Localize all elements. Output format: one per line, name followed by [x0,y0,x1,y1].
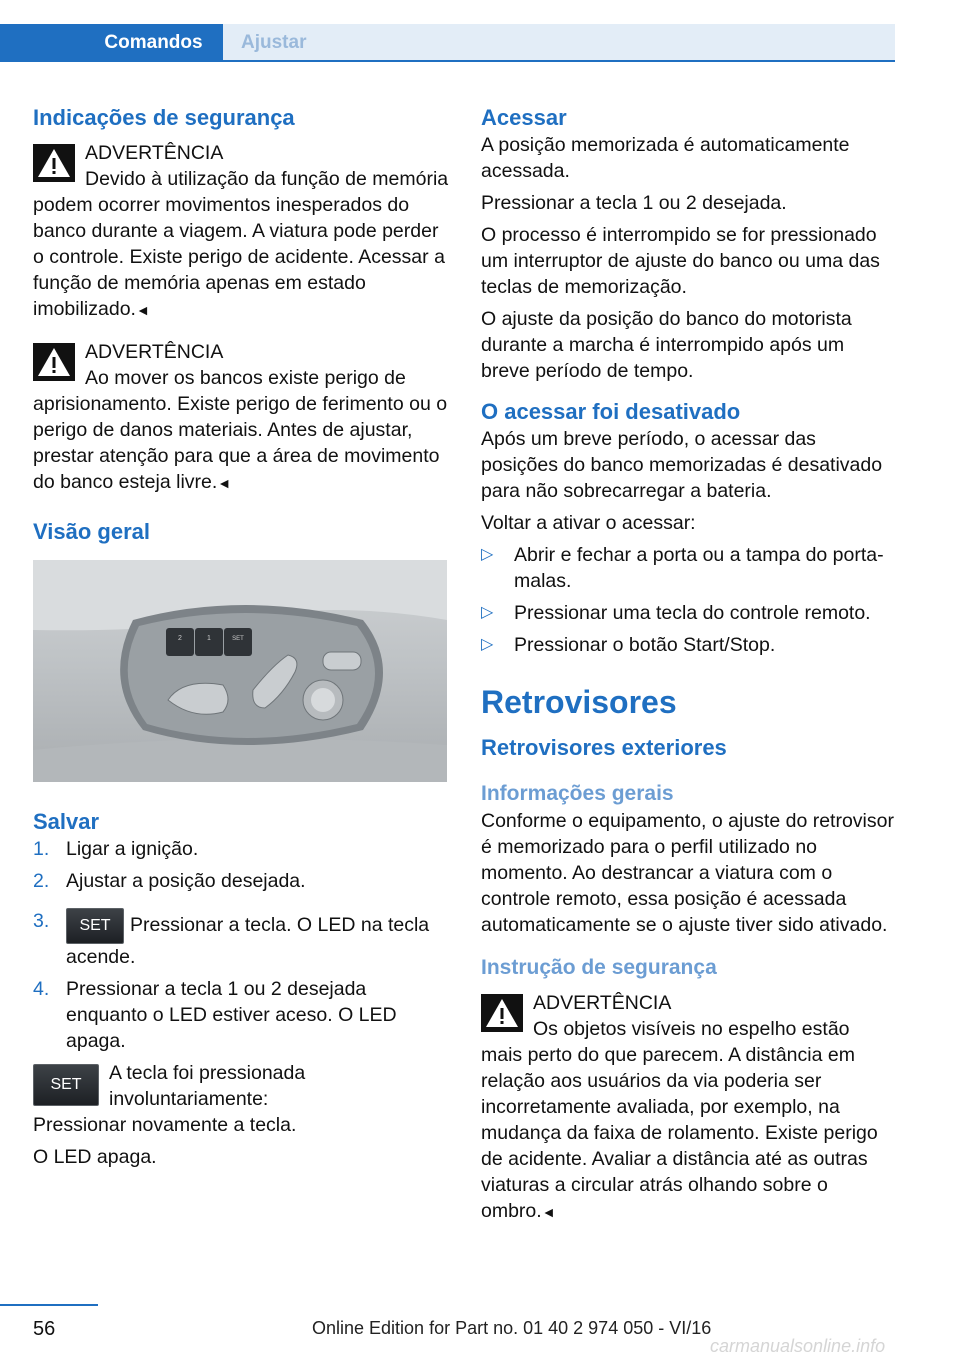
note-paragraph: O LED apaga. [33,1146,157,1168]
list-item: ▷ Abrir e fechar a porta ou a tampa do porta-malas. [481,544,884,592]
paragraph: Conforme o equipamento, o ajuste do retrovisor é memorizado para o perfil utilizado no momento. Ao destrancar a viatura com o controle remoto, essa posição é acessada automaticamente se o ajuste tiver sido ativado. [481,810,894,936]
edition-text: Online Edition for Part no. 01 40 2 974 050 - VI/16 [312,1318,712,1338]
reactivate-list [481,542,895,658]
set-button-icon: SET [33,1064,99,1106]
paragraph: Após um breve período, o acessar das posições do banco memorizadas é desativado para não sobrecarregar a bateria. [481,428,883,502]
watermark: carmanualsonline.info [710,1336,886,1356]
warning-body: Os objetos visíveis no espelho estão mais perto do que parecem. A distância em relação aos usuários da via poderia ser incorretamente avaliada, por exemplo, na mudança da faixa de rolamento. Existe perigo de acidente. Avaliar a distância até as outras viaturas a circular atrás olhando sobre o ombro. [481,1018,878,1222]
list-item: 3. SET Pressionar a tecla. O LED na tecla acende. [33,910,430,968]
save-heading: Salvar [33,809,100,834]
paragraph: Voltar a ativar o acessar: [481,512,696,534]
paragraph: O processo é interrompido se for pressionado um interruptor de ajuste do banco ou uma das teclas de memorização. [481,224,880,298]
exterior-mirrors-heading: Retrovisores exteriores [481,735,727,760]
warning-body: Ao mover os bancos existe perigo de aprisionamento. Existe perigo de ferimento ou o perigo de danos materiais. Antes de ajustar, prestar atenção para que a área de movimento do banco esteja livre. [33,367,448,493]
list-item: 1. Ligar a ignição. [33,838,199,860]
right-column [481,104,895,1225]
seat-controls-illustration [33,560,447,782]
warning-body: Devido à utilização da função de memória podem ocorrer movimentos inesperados do banco durante a viagem. A viatura pode perder o controle. Existe perigo de acidente. Acessar a função de memória apenas em estado imobilizado. [33,168,449,320]
tab-comandos[interactable]: Comandos [0,24,223,62]
list-item: ▷ Pressionar uma tecla do controle remoto. [481,602,871,624]
footer-divider [0,1304,98,1306]
general-info-heading: Informações gerais [481,782,674,805]
set-button-icon: SET [66,908,124,944]
safety-instruction-heading: Instrução de segurança [481,956,717,979]
mirrors-heading: Retrovisores [481,684,677,720]
list-item: 2. Ajustar a posição desejada. [33,870,306,892]
access-heading: Acessar [481,105,567,130]
list-item: 4. Pressionar a tecla 1 ou 2 desejada enquanto o LED estiver aceso. O LED apaga. [33,978,397,1052]
overview-heading: Visão geral [33,519,150,544]
end-mark: ◄ [135,302,150,318]
seat-controls-photo [33,560,447,782]
paragraph: A posição memorizada é automaticamente acessada. [481,134,850,182]
bullet-triangle-icon: ▷ [481,604,494,621]
note-text: A tecla foi pressionada involuntariamente: [109,1062,306,1110]
warning-title: ADVERTÊNCIA [85,142,224,164]
warning-box-2 [33,339,449,496]
warning-icon [481,994,523,1032]
disabled-heading: O acessar foi desativado [481,399,741,424]
end-mark: ◄ [541,1204,556,1220]
header-divider [0,60,895,62]
warning-title: ADVERTÊNCIA [85,341,224,363]
header-tabs [0,0,895,62]
list-item: ▷ Pressionar o botão Start/Stop. [481,634,776,656]
save-steps [33,836,449,1054]
photo-button-label: SET [232,636,244,642]
left-column [33,104,449,1176]
photo-button-label: 2 [178,635,182,642]
warning-icon [33,144,75,182]
tab-ajustar[interactable]: Ajustar [223,24,895,62]
end-mark: ◄ [217,475,232,491]
safety-heading: Indicações de segurança [33,105,295,130]
warning-title: ADVERTÊNCIA [533,992,672,1014]
set-note [33,1060,449,1112]
bullet-triangle-icon: ▷ [481,546,494,563]
bullet-triangle-icon: ▷ [481,636,494,653]
paragraph: Pressionar a tecla 1 ou 2 desejada. [481,192,787,214]
paragraph: O ajuste da posição do banco do motorista durante a marcha é interrompido após um breve período de tempo. [481,308,852,382]
warning-icon [33,343,75,381]
warning-box-1 [33,140,449,323]
photo-button-label: 1 [207,635,211,642]
page-number: 56 [33,1318,56,1340]
warning-box-3 [481,990,895,1225]
note-paragraph: Pressionar novamente a tecla. [33,1114,297,1136]
